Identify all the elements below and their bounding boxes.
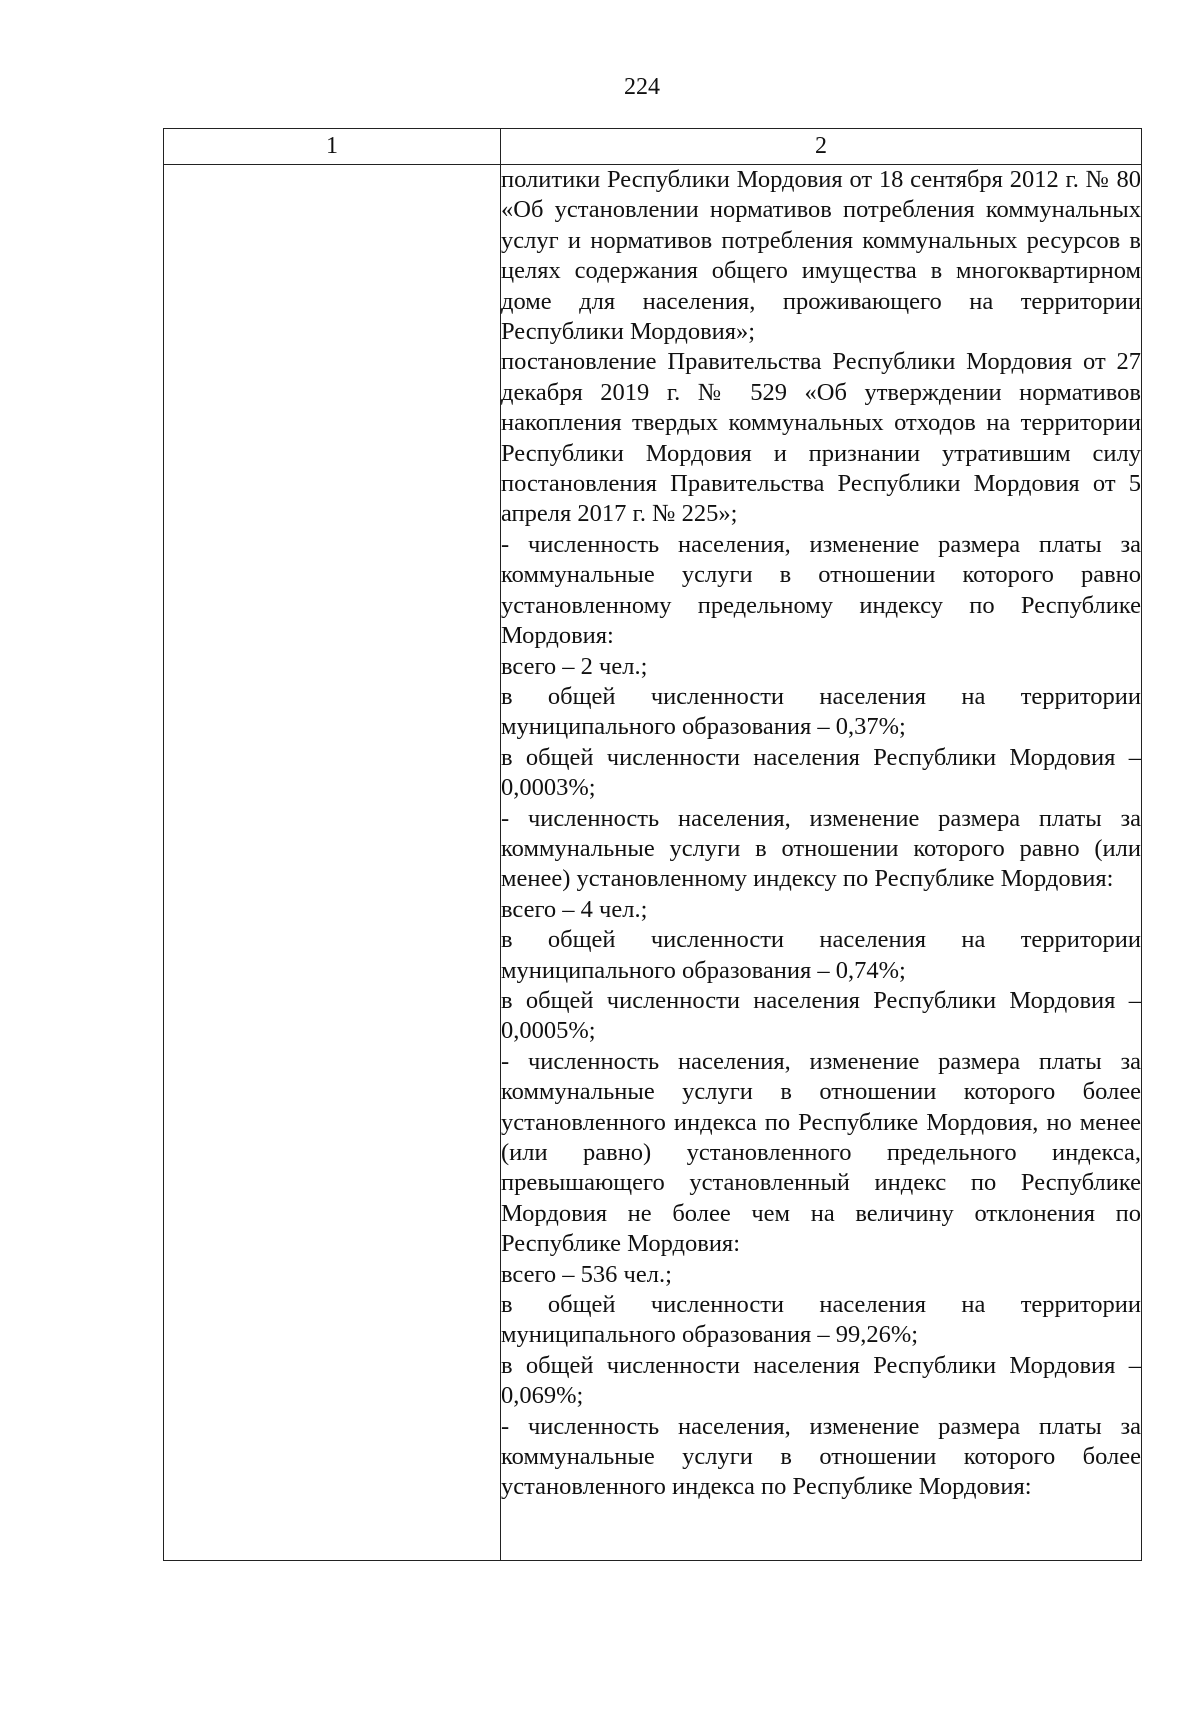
paragraph: в общей численности населения Республики Мордовия – 0,069%;	[501, 1351, 1141, 1410]
paragraph: всего – 536 чел.;	[501, 1260, 672, 1288]
paragraph: в общей численности населения Республики Мордовия – 0,0003%;	[501, 743, 1141, 802]
paragraph: в общей численности населения Республики Мордовия – 0,0005%;	[501, 986, 1141, 1045]
paragraph: всего – 2 чел.;	[501, 652, 648, 680]
paragraph: - численность населения, изменение размера платы за коммунальные услуги в отношении которого более установленного индекса по Республике Мордовия:	[501, 1412, 1141, 1501]
table-header-row	[164, 129, 1142, 165]
column-header-2: 2	[501, 129, 1142, 165]
column-2-text	[501, 165, 1141, 1560]
table-row	[164, 165, 1142, 1561]
paragraph: - численность населения, изменение размера платы за коммунальные услуги в отношении которого равно (или менее) установленному индексу по Республике Мордовия:	[501, 804, 1141, 893]
page-number: 224	[624, 74, 660, 100]
paragraph: в общей численности населения на территории муниципального образования – 0,74%;	[501, 926, 1141, 984]
paragraph: постановление Правительства Республики Мордовия от 27 декабря 2019 г. № 529 «Об утверждении нормативов накопления твердых коммунальных отходов на территории Республики Мордовия и признании утратившим силу постановления Правительства Республики Мордовия от 5 апреля 2017 г. № 225»;	[501, 348, 1141, 528]
paragraph: всего – 4 чел.;	[501, 895, 648, 923]
paragraph: политики Республики Мордовия от 18 сентября 2012 г. № 80 «Об установлении нормативов потребления коммунальных услуг и нормативов потребления коммунальных ресурсов в целях содержания общего имущества в многоквартирном доме для населения, проживающего на территории Республики Мордовия»;	[501, 166, 1141, 346]
paragraph: в общей численности населения на территории муниципального образования – 0,37%;	[501, 682, 1141, 741]
column-header-1: 1	[164, 129, 501, 165]
column-2-cell	[501, 165, 1142, 1561]
paragraph: в общей численности населения на территории муниципального образования – 99,26%;	[501, 1291, 1141, 1349]
document-table	[163, 128, 1142, 1561]
column-1-cell	[164, 165, 501, 1561]
paragraph: - численность населения, изменение размера платы за коммунальные услуги в отношении которого более установленного индекса по Республике Мордовия, но менее (или равно) установленного предельного индекса, превышающего установленный индекс по Республике Мордовия не более чем на величину отклонения по Республике Мордовия:	[501, 1047, 1141, 1258]
paragraph: - численность населения, изменение размера платы за коммунальные услуги в отношении которого равно установленному предельному индексу по Республике Мордовия:	[501, 530, 1141, 650]
